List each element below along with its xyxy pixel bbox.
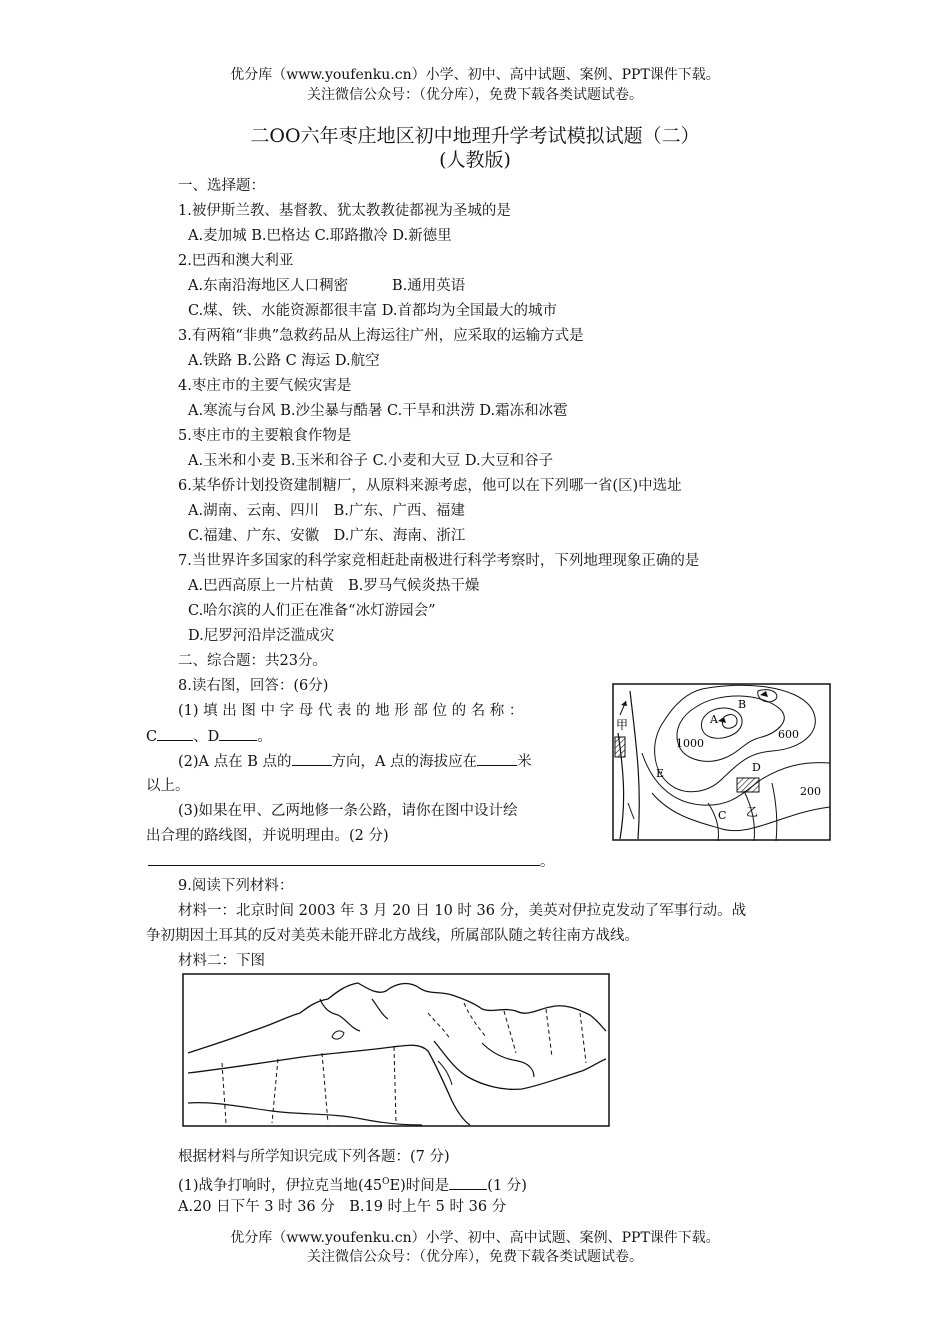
q9-sub1-text-b: E)时间是 bbox=[389, 1177, 450, 1194]
middle-east-map bbox=[182, 973, 610, 1127]
map-elevation-600: 600 bbox=[778, 728, 799, 741]
q5-options: A.玉米和小麦 B.玉米和谷子 C.小麦和大豆 D.大豆和谷子 bbox=[188, 453, 554, 469]
footer-line-2: 关注微信公众号：（优分库），免费下载各类试题试卷。 bbox=[307, 1249, 643, 1265]
q9-material1-line1: 材料一：北京时间 2003 年 3 月 20 日 10 时 36 分，美英对伊拉克发动了军事行动。战 bbox=[178, 903, 747, 919]
page-title: 二OO六年枣庄地区初中地理升学考试模拟试题（二） bbox=[250, 125, 700, 147]
map-label-jia: 甲 bbox=[616, 718, 629, 732]
q1-options: A.麦加城 B.巴格达 C.耶路撒冷 D.新德里 bbox=[188, 228, 452, 244]
map-elevation-1000: 1000 bbox=[676, 737, 704, 750]
q9-material1-line2: 争初期因土耳其的反对美英未能开辟北方战线，所属部队随之转往南方战线。 bbox=[146, 928, 639, 944]
q8-part2-text-b: 方向，A 点的海拔应在 bbox=[331, 754, 478, 770]
q8-blank-c[interactable] bbox=[157, 726, 193, 741]
q8-part1-line1: (1) 填 出 图 中 字 母 代 表 的 地 形 部 位 的 名 称 ： bbox=[178, 703, 524, 719]
map-label-d: D bbox=[752, 761, 761, 774]
page-subtitle: (人教版) bbox=[439, 149, 511, 171]
q8-blank-d[interactable] bbox=[219, 726, 257, 741]
q8-part3-line3 bbox=[148, 851, 555, 872]
q6-options-cd: C.福建、广东、安徽 D.广东、海南、浙江 bbox=[188, 528, 466, 544]
q9-sub1-options: A.20 日下午 3 时 36 分 B.19 时上午 5 时 36 分 bbox=[178, 1199, 507, 1215]
q2-stem: 2.巴西和澳大利亚 bbox=[178, 253, 294, 269]
q7-options-ab: A.巴西高原上一片枯黄 B.罗马气候炎热干燥 bbox=[188, 578, 480, 594]
q1-stem: 1.被伊斯兰教、基督教、犹太教教徒都视为圣城的是 bbox=[178, 203, 511, 219]
q8-part2-line2: 以上。 bbox=[146, 778, 190, 794]
q6-options-ab: A.湖南、云南、四川 B.广东、广西、福建 bbox=[188, 503, 465, 519]
q8-blank-direction[interactable] bbox=[292, 751, 332, 766]
map-label-b: B bbox=[738, 698, 747, 711]
header-line-1: 优分库（www.youfenku.cn）小学、初中、高中试题、案例、PPT课件下载。 bbox=[230, 67, 720, 83]
map-label-c: C bbox=[718, 809, 727, 822]
map-label-e: E bbox=[656, 767, 665, 780]
q8-blank-reason[interactable] bbox=[148, 851, 540, 866]
q8-part3-line2: 出合理的路线图，并说明理由。(2 分) bbox=[146, 828, 389, 844]
q9-sub1-degree: O bbox=[382, 1177, 390, 1187]
q8-label-c: C bbox=[146, 729, 158, 745]
q6-stem: 6.某华侨计划投资建制糖厂，从原料来源考虑，他可以在下列哪一省(区)中选址 bbox=[178, 478, 682, 494]
q8-part1-end: 。 bbox=[257, 729, 272, 745]
q4-stem: 4.枣庄市的主要气候灾害是 bbox=[178, 378, 352, 394]
q2-option-a: A.东南沿海地区人口稠密 bbox=[188, 278, 349, 294]
q8-blank-elevation[interactable] bbox=[477, 751, 517, 766]
map-label-a: A bbox=[710, 713, 718, 726]
q7-stem: 7.当世界许多国家的科学家竞相赶赴南极进行科学考察时，下列地理现象正确的是 bbox=[178, 553, 700, 569]
header-line-2: 关注微信公众号：（优分库），免费下载各类试题试卷。 bbox=[307, 87, 643, 103]
q2-options-cd: C.煤、铁、水能资源都很丰富 D.首都均为全国最大的城市 bbox=[188, 303, 558, 319]
q4-options: A.寒流与台风 B.沙尘暴与酷暑 C.干旱和洪涝 D.霜冻和冰雹 bbox=[188, 403, 568, 419]
q8-part3-line1: (3)如果在甲、乙两地修一条公路，请你在图中设计绘 bbox=[178, 803, 518, 819]
q9-sub1 bbox=[178, 1172, 527, 1196]
map-label-yi: 乙 bbox=[746, 805, 759, 819]
contour-map bbox=[612, 683, 832, 843]
q2-option-b: B.通用英语 bbox=[392, 278, 466, 294]
q9-task: 根据材料与所学知识完成下列各题：(7 分) bbox=[178, 1149, 450, 1165]
q7-option-d: D.尼罗河沿岸泛滥成灾 bbox=[188, 628, 335, 644]
q9-material2: 材料二：下图 bbox=[178, 953, 265, 969]
q3-options: A.铁路 B.公路 C 海运 D.航空 bbox=[188, 353, 380, 369]
q9-blank-time[interactable] bbox=[449, 1175, 487, 1190]
q7-option-c: C.哈尔滨的人们正在准备“冰灯游园会” bbox=[188, 603, 436, 619]
q8-part1-line2 bbox=[146, 726, 272, 747]
section-comprehensive-heading: 二、综合题：共23分。 bbox=[178, 653, 327, 669]
q5-stem: 5.枣庄市的主要粮食作物是 bbox=[178, 428, 352, 444]
q8-part2-text-a: (2)A 点在 B 点的 bbox=[178, 754, 292, 770]
q9-sub1-text-a: (1)战争打响时，伊拉克当地(45 bbox=[178, 1177, 383, 1194]
q8-label-d: 、D bbox=[193, 729, 220, 745]
q9-sub1-score: (1 分) bbox=[487, 1177, 527, 1194]
q8-part3-end: 。 bbox=[540, 854, 555, 870]
q8-part2-text-c: 米 bbox=[517, 754, 532, 770]
q8-part2-line1 bbox=[178, 751, 532, 772]
q8-stem: 8.读右图，回答：(6分) bbox=[178, 678, 329, 694]
q3-stem: 3.有两箱“非典”急救药品从上海运往广州，应采取的运输方式是 bbox=[178, 328, 584, 344]
map-elevation-200: 200 bbox=[800, 785, 821, 798]
q9-stem: 9.阅读下列材料： bbox=[178, 878, 294, 894]
section-choice-heading: 一、选择题： bbox=[178, 178, 265, 194]
footer-line-1: 优分库（www.youfenku.cn）小学、初中、高中试题、案例、PPT课件下载。 bbox=[230, 1230, 720, 1246]
